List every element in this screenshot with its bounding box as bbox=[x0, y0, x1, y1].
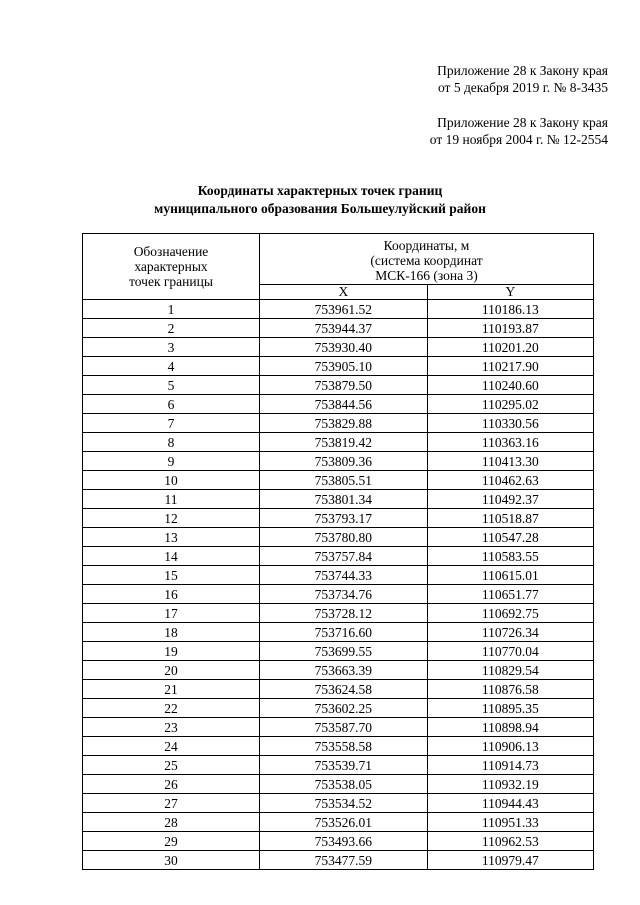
point-number-cell: 27 bbox=[83, 794, 260, 813]
x-coordinate-cell: 753930.40 bbox=[260, 338, 428, 357]
point-number-cell: 11 bbox=[83, 490, 260, 509]
appendix-line: Приложение 28 к Закону края bbox=[437, 63, 608, 78]
designation-header-line: Обозначение bbox=[133, 244, 209, 259]
y-coordinate-cell: 110547.28 bbox=[427, 528, 593, 547]
x-coordinate-cell: 753716.60 bbox=[260, 623, 428, 642]
table-row bbox=[83, 661, 594, 680]
x-coordinate-cell: 753526.01 bbox=[260, 813, 428, 832]
point-number-cell: 17 bbox=[83, 604, 260, 623]
table-row bbox=[83, 737, 594, 756]
point-number-cell: 15 bbox=[83, 566, 260, 585]
table-row bbox=[83, 642, 594, 661]
table-row bbox=[83, 566, 594, 585]
point-number-cell: 24 bbox=[83, 737, 260, 756]
point-number-cell: 4 bbox=[83, 357, 260, 376]
y-coordinate-cell: 110876.58 bbox=[427, 680, 593, 699]
point-number-cell: 28 bbox=[83, 813, 260, 832]
point-number-cell: 22 bbox=[83, 699, 260, 718]
x-coordinate-cell: 753734.76 bbox=[260, 585, 428, 604]
table-row bbox=[83, 452, 594, 471]
x-coordinate-cell: 753699.55 bbox=[260, 642, 428, 661]
x-coordinate-cell: 753905.10 bbox=[260, 357, 428, 376]
appendix-date-line: от 19 ноября 2004 г. № 12-2554 bbox=[429, 132, 608, 147]
x-coordinate-cell: 753805.51 bbox=[260, 471, 428, 490]
point-number-cell: 6 bbox=[83, 395, 260, 414]
table-row bbox=[83, 794, 594, 813]
x-coordinate-cell: 753624.58 bbox=[260, 680, 428, 699]
y-coordinate-cell: 110413.30 bbox=[427, 452, 593, 471]
table-row bbox=[83, 851, 594, 870]
coordinates-header-line: Координаты, м bbox=[383, 238, 470, 253]
table-row bbox=[83, 718, 594, 737]
x-coordinate-cell: 753944.37 bbox=[260, 319, 428, 338]
y-coordinate-cell: 110193.87 bbox=[427, 319, 593, 338]
y-coordinate-cell: 110462.63 bbox=[427, 471, 593, 490]
y-coordinate-cell: 110829.54 bbox=[427, 661, 593, 680]
point-number-cell: 14 bbox=[83, 547, 260, 566]
point-number-cell: 2 bbox=[83, 319, 260, 338]
coordinates-header bbox=[260, 234, 594, 285]
y-coordinate-cell: 110895.35 bbox=[427, 699, 593, 718]
x-coordinate-cell: 753538.05 bbox=[260, 775, 428, 794]
x-coordinate-cell: 753879.50 bbox=[260, 376, 428, 395]
x-coordinate-cell: 753602.25 bbox=[260, 699, 428, 718]
table-row bbox=[83, 775, 594, 794]
y-coordinate-cell: 110951.33 bbox=[427, 813, 593, 832]
point-number-cell: 25 bbox=[83, 756, 260, 775]
x-coordinate-cell: 753558.58 bbox=[260, 737, 428, 756]
appendix-line: Приложение 28 к Закону края bbox=[437, 115, 608, 130]
coordinates-header-line: (система координат bbox=[370, 253, 483, 268]
table-row bbox=[83, 832, 594, 851]
point-number-cell: 16 bbox=[83, 585, 260, 604]
point-number-cell: 19 bbox=[83, 642, 260, 661]
designation-header bbox=[83, 234, 260, 300]
point-number-cell: 18 bbox=[83, 623, 260, 642]
table-row bbox=[83, 680, 594, 699]
x-coordinate-cell: 753780.80 bbox=[260, 528, 428, 547]
point-number-cell: 13 bbox=[83, 528, 260, 547]
title-line-1: Координаты характерных точек границ bbox=[197, 183, 443, 198]
point-number-cell: 3 bbox=[83, 338, 260, 357]
y-coordinate-cell: 110932.19 bbox=[427, 775, 593, 794]
x-coordinate-cell: 753757.84 bbox=[260, 547, 428, 566]
table-row bbox=[83, 490, 594, 509]
table-row bbox=[83, 699, 594, 718]
point-number-cell: 29 bbox=[83, 832, 260, 851]
y-coordinate-cell: 110363.16 bbox=[427, 433, 593, 452]
point-number-cell: 8 bbox=[83, 433, 260, 452]
table-row bbox=[83, 528, 594, 547]
table-row bbox=[83, 813, 594, 832]
y-coordinate-cell: 110906.13 bbox=[427, 737, 593, 756]
y-coordinate-cell: 110651.77 bbox=[427, 585, 593, 604]
point-number-cell: 1 bbox=[83, 300, 260, 319]
table-row bbox=[83, 414, 594, 433]
x-coordinate-cell: 753819.42 bbox=[260, 433, 428, 452]
x-coordinate-cell: 753809.36 bbox=[260, 452, 428, 471]
x-coordinate-cell: 753744.33 bbox=[260, 566, 428, 585]
point-number-cell: 5 bbox=[83, 376, 260, 395]
table-row bbox=[83, 376, 594, 395]
table-row bbox=[83, 338, 594, 357]
y-coordinate-cell: 110217.90 bbox=[427, 357, 593, 376]
x-coordinate-cell: 753961.52 bbox=[260, 300, 428, 319]
x-coordinate-cell: 753539.71 bbox=[260, 756, 428, 775]
y-coordinate-cell: 110979.47 bbox=[427, 851, 593, 870]
x-coordinate-cell: 753793.17 bbox=[260, 509, 428, 528]
x-coordinate-cell: 753728.12 bbox=[260, 604, 428, 623]
y-coordinate-cell: 110615.01 bbox=[427, 566, 593, 585]
y-coordinate-cell: 110201.20 bbox=[427, 338, 593, 357]
point-number-cell: 21 bbox=[83, 680, 260, 699]
point-number-cell: 7 bbox=[83, 414, 260, 433]
point-number-cell: 9 bbox=[83, 452, 260, 471]
designation-header-line: характерных bbox=[134, 259, 208, 274]
appendix-reference-current bbox=[437, 62, 608, 96]
table-row bbox=[83, 585, 594, 604]
table-row bbox=[83, 357, 594, 376]
point-number-cell: 26 bbox=[83, 775, 260, 794]
y-coordinate-cell: 110240.60 bbox=[427, 376, 593, 395]
y-coordinate-cell: 110944.43 bbox=[427, 794, 593, 813]
point-number-cell: 20 bbox=[83, 661, 260, 680]
table-row bbox=[83, 433, 594, 452]
x-coordinate-cell: 753534.52 bbox=[260, 794, 428, 813]
table-row bbox=[83, 319, 594, 338]
y-coordinate-cell: 110692.75 bbox=[427, 604, 593, 623]
table-row bbox=[83, 471, 594, 490]
table-row bbox=[83, 756, 594, 775]
coordinates-header-line: МСК-166 (зона 3) bbox=[375, 268, 478, 283]
appendix-date-line: от 5 декабря 2019 г. № 8-3435 bbox=[437, 80, 608, 95]
x-column-header: X bbox=[260, 285, 428, 300]
point-number-cell: 12 bbox=[83, 509, 260, 528]
y-coordinate-cell: 110962.53 bbox=[427, 832, 593, 851]
y-coordinate-cell: 110330.56 bbox=[427, 414, 593, 433]
y-coordinate-cell: 110518.87 bbox=[427, 509, 593, 528]
table-row bbox=[83, 509, 594, 528]
y-coordinate-cell: 110186.13 bbox=[427, 300, 593, 319]
point-number-cell: 30 bbox=[83, 851, 260, 870]
appendix-reference-original bbox=[430, 114, 608, 148]
x-coordinate-cell: 753587.70 bbox=[260, 718, 428, 737]
x-coordinate-cell: 753493.66 bbox=[260, 832, 428, 851]
point-number-cell: 10 bbox=[83, 471, 260, 490]
y-coordinate-cell: 110914.73 bbox=[427, 756, 593, 775]
table-row bbox=[83, 623, 594, 642]
x-coordinate-cell: 753829.88 bbox=[260, 414, 428, 433]
y-coordinate-cell: 110583.55 bbox=[427, 547, 593, 566]
table-row bbox=[83, 547, 594, 566]
x-coordinate-cell: 753801.34 bbox=[260, 490, 428, 509]
table-row bbox=[83, 395, 594, 414]
document-title bbox=[0, 182, 640, 218]
x-coordinate-cell: 753844.56 bbox=[260, 395, 428, 414]
y-column-header: Y bbox=[427, 285, 593, 300]
x-coordinate-cell: 753477.59 bbox=[260, 851, 428, 870]
title-line-2: муниципального образования Большеулуйский район bbox=[154, 201, 486, 216]
y-coordinate-cell: 110770.04 bbox=[427, 642, 593, 661]
y-coordinate-cell: 110726.34 bbox=[427, 623, 593, 642]
table-row bbox=[83, 604, 594, 623]
x-coordinate-cell: 753663.39 bbox=[260, 661, 428, 680]
table-row bbox=[83, 300, 594, 319]
designation-header-line: точек границы bbox=[129, 274, 213, 289]
table-header bbox=[83, 234, 594, 300]
coordinates-table bbox=[82, 233, 594, 870]
y-coordinate-cell: 110295.02 bbox=[427, 395, 593, 414]
point-number-cell: 23 bbox=[83, 718, 260, 737]
table-body bbox=[83, 300, 594, 870]
y-coordinate-cell: 110492.37 bbox=[427, 490, 593, 509]
y-coordinate-cell: 110898.94 bbox=[427, 718, 593, 737]
